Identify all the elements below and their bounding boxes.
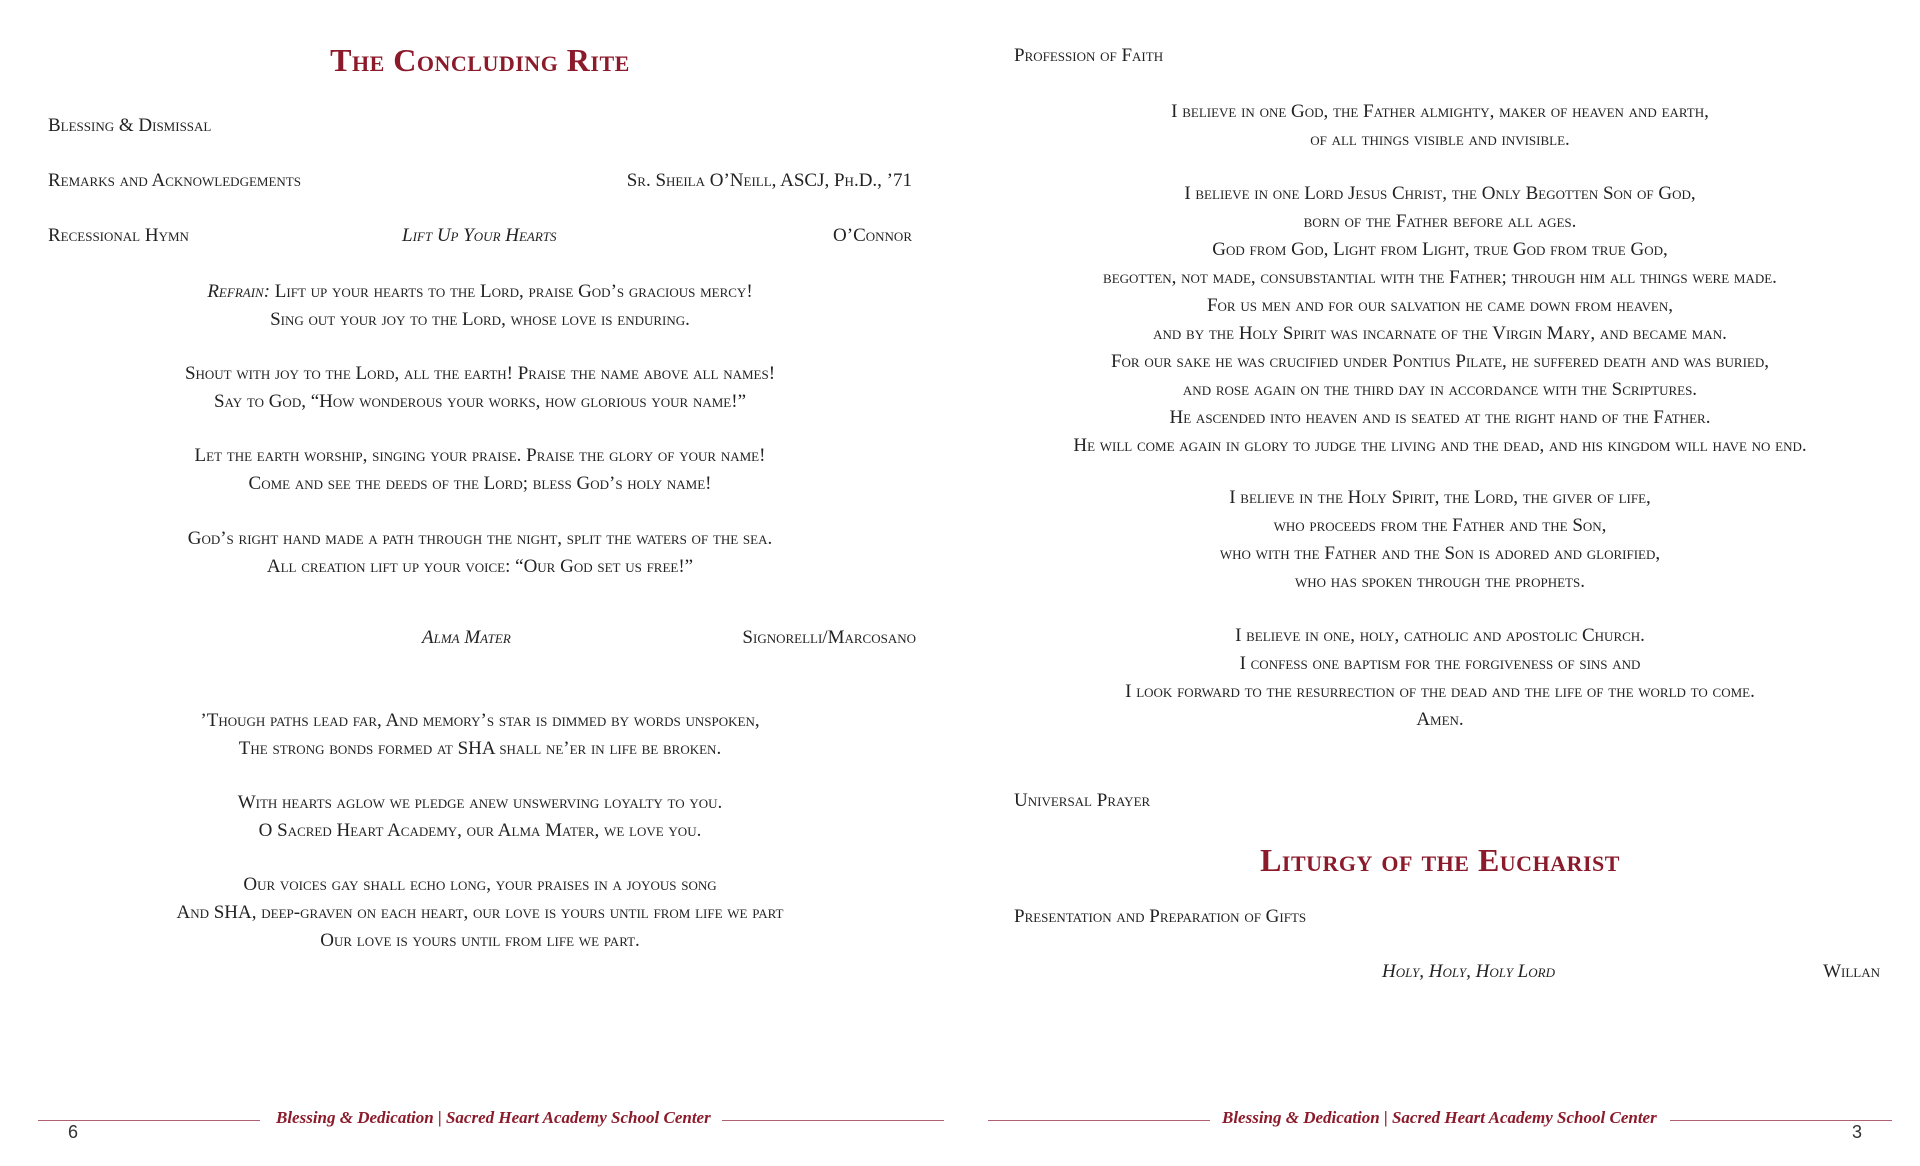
creed-line: God from God, Light from Light, true God from true God, [1212,239,1668,260]
alma-line: O Sacred Heart Academy, our Alma Mater, we love you. [258,820,702,841]
hymn-line: Shout with joy to the Lord, all the earth! Praise the name above all names! [184,363,776,384]
footer-text: Blessing & Dedication | Sacred Heart Academy School Center [276,1108,711,1127]
creed-line: I believe in the Holy Spirit, the Lord, the giver of life, [1229,487,1651,508]
refrain-stanza [0,278,960,334]
creed-line: and by the Holy Spirit was incarnate of the Virgin Mary, and became man. [1153,323,1727,344]
creed-line: begotten, not made, consubstantial with the Father; through him all things were made. [1103,267,1777,288]
holy-title: Holy, Holy, Holy Lord [1382,961,1555,982]
presentation-label: Presentation and Preparation of Gifts [1014,906,1307,927]
creed-line: and rose again on the third day in accordance with the Scriptures. [1182,379,1698,400]
alma-line: Our voices gay shall echo long, your praises in a joyous song [243,874,717,895]
hymn-stanza [0,360,960,416]
alma-mater-composer: Signorelli/Marcosano [742,627,916,648]
creed-line: I believe in one God, the Father almighty, maker of heaven and earth, [1171,101,1709,122]
refrain-label: Refrain: [207,281,271,302]
profession-of-faith-label: Profession of Faith [1014,45,1164,66]
recessional-label: Recessional Hymn [48,225,189,246]
creed-line: For us men and for our salvation he came down from heaven, [1206,295,1674,316]
creed-stanza [960,98,1920,154]
footer-rule [722,1120,944,1121]
remarks-label: Remarks and Acknowledgements [48,170,301,191]
refrain-line: Lift up your hearts to the Lord, praise God’s gracious mercy! [270,281,753,302]
blessing-dismissal-label: Blessing & Dismissal [48,115,212,136]
creed-line: I believe in one, holy, catholic and apostolic Church. [1235,625,1645,646]
alma-stanza [0,789,960,845]
holy-composer: Willan [1823,961,1880,982]
alma-mater-title: Alma Mater [422,627,511,648]
page-number: 6 [68,1122,79,1142]
hymn-line: All creation lift up your voice: “Our God set us free!” [266,556,694,577]
recessional-composer: O’Connor [833,225,912,246]
hymn-line: Come and see the deeds of the Lord; bless God’s holy name! [248,473,712,494]
hymn-stanza [0,442,960,498]
alma-line: The strong bonds formed at SHA shall ne’er in life be broken. [238,738,722,759]
alma-line: And SHA, deep-graven on each heart, our love is yours until from life we part [176,902,784,923]
creed-stanza [960,484,1920,596]
creed-line: I believe in one Lord Jesus Christ, the Only Begotten Son of God, [1184,183,1696,204]
alma-stanza [0,871,960,955]
alma-line: Our love is yours until from life we part. [320,930,640,951]
creed-line: who with the Father and the Son is adored and glorified, [1219,543,1661,564]
alma-line: ’Though paths lead far, And memory’s star is dimmed by words unspoken, [200,710,760,731]
remarks-speaker: Sr. Sheila O’Neill, ASCJ, Ph.D., ’71 [626,170,912,191]
creed-stanza [960,180,1920,460]
hymn-line: Let the earth worship, singing your praise. Praise the glory of your name! [194,445,766,466]
creed-line: For our sake he was crucified under Pontius Pilate, he suffered death and was buried, [1110,351,1770,372]
creed-line: He will come again in glory to judge the living and the dead, and his kingdom will have no end. [1073,435,1807,456]
hymn-line: God’s right hand made a path through the night, split the waters of the sea. [187,528,773,549]
hymn-line: Say to God, “How wonderous your works, how glorious your name!” [213,391,747,412]
alma-line: With hearts aglow we pledge anew unswerving loyalty to you. [237,792,723,813]
creed-line: who proceeds from the Father and the Son, [1273,515,1607,536]
creed-line: I look forward to the resurrection of the dead and the life of the world to come. [1125,681,1755,702]
footer-rule [38,1120,260,1121]
page-number: 3 [1852,1122,1863,1142]
footer-rule [988,1120,1210,1121]
universal-prayer-label: Universal Prayer [1014,790,1151,811]
creed-line: of all things visible and invisible. [1310,129,1570,150]
hymn-stanza [0,525,960,581]
refrain-line: Sing out your joy to the Lord, whose love is enduring. [270,309,690,330]
creed-stanza [960,622,1920,734]
creed-line: I confess one baptism for the forgiveness of sins and [1239,653,1641,674]
concluding-rite-title: The Concluding Rite [330,42,630,78]
creed-line: who has spoken through the prophets. [1295,571,1585,592]
creed-line: He ascended into heaven and is seated at the right hand of the Father. [1169,407,1711,428]
recessional-title: Lift Up Your Hearts [402,225,557,246]
right-page [960,0,1920,1166]
alma-stanza [0,707,960,763]
eucharist-title: Liturgy of the Eucharist [1260,842,1620,878]
footer-rule [1670,1120,1892,1121]
footer-text: Blessing & Dedication | Sacred Heart Academy School Center [1222,1108,1657,1127]
creed-line: born of the Father before all ages. [1303,211,1577,232]
creed-line: Amen. [1416,709,1464,730]
